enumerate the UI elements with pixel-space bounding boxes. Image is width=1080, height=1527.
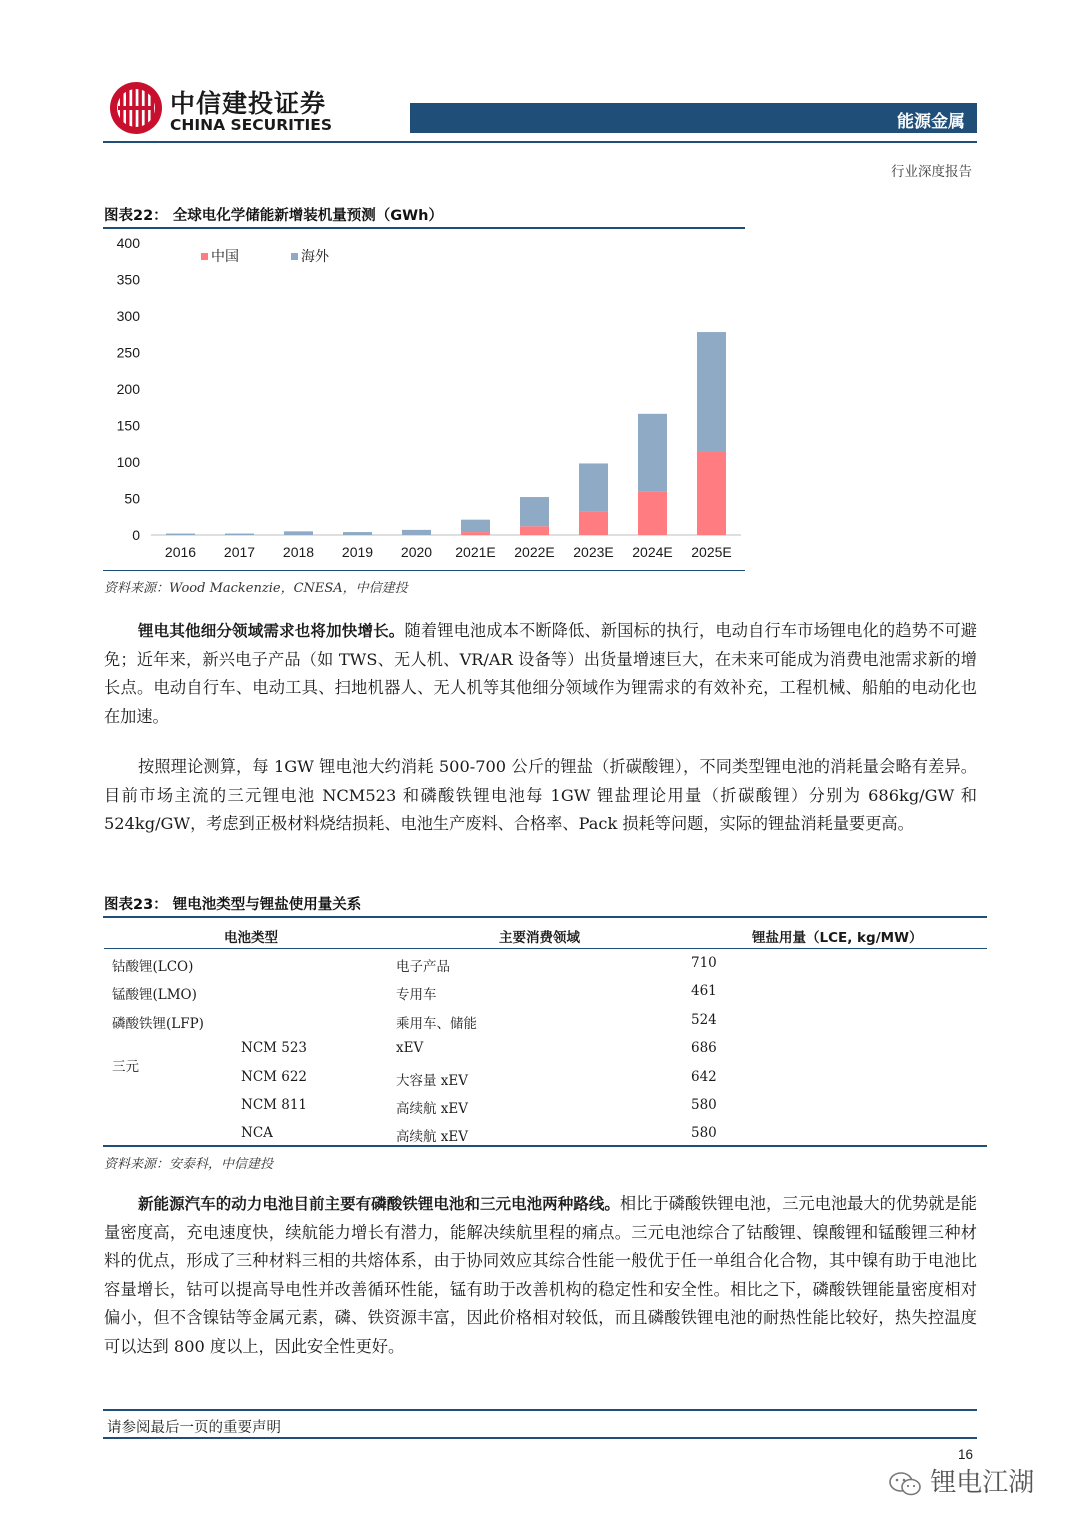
y-tick-label: 200 [116,381,140,397]
cell-lithium-usage: 461 [691,983,717,1000]
paragraph-1 [104,617,977,731]
legend-swatch [291,253,298,260]
cell-consumption-field: 乘用车、储能 [396,1015,477,1032]
table-body [104,949,987,1148]
legend-label: 海外 [301,248,329,264]
table-row [104,1034,987,1062]
header-divider [103,141,977,143]
bar-overseas [697,332,726,451]
x-tick-label: 2016 [164,544,197,560]
y-tick-label: 100 [116,454,140,470]
table-row [104,977,987,1005]
cell-consumption-field: 高续航 xEV [396,1100,469,1117]
cell-lithium-usage: 580 [691,1096,717,1113]
cell-consumption-field: 电子产品 [396,959,450,975]
figure22-source: 资料来源：Wood Mackenzie，CNESA，中信建投 [104,581,408,596]
figure22-title: 图表22： 全球电化学储能新增装机量预测（GWh） [104,208,443,224]
bar-overseas [343,532,372,535]
y-tick-label: 0 [132,527,140,543]
logo-english-name: CHINA SECURITIES [170,116,332,134]
y-tick-label: 350 [116,271,140,288]
cell-battery-type: 磷酸铁锂(LFP) [112,1015,204,1032]
stacked-bar-chart [103,232,745,572]
cell-chemistry: NCM 523 [241,1040,308,1057]
sector-label: 能源金属 [897,112,965,132]
cell-battery-type: 锰酸锂(LMO) [112,987,197,1004]
y-tick-label: 250 [116,344,140,361]
figure22-bottom-rule [103,570,745,571]
figure23-source: 资料来源：安泰科，中信建投 [104,1157,274,1172]
table-row [104,949,987,977]
footer-divider-bottom [103,1437,977,1439]
footer-divider-top [103,1409,977,1411]
figure23-bottom-rule [103,1145,987,1147]
bar-overseas [520,497,549,526]
paragraph-3-body: 相比于磷酸铁锂电池，三元电池最大的优势就是能量密度高，充电速度快，续航能力增长有潜力，能解决续航里程的痛点。三元电池综合了钴酸锂、镍酸锂和锰酸锂三种材料的优点，形成了三种材料三相的共熔体系，由于协同效应其综合性能一般优于任一单组合化合物，其中镍有助于电池比容量增长，钴可以提高导电性并改善循环性能，锰有助于改善机构的稳定性和安全性。相比之下，磷酸铁锂能量密度相对偏小，但不含镍钴等金属元素，磷、铁资源丰富，因此价格相对较低，而且磷酸铁锂电池的耐热性能比较好，热失控温度可以达到 800 度以上，因此安全性更好。 [104,1194,977,1356]
company-logo-icon [108,80,164,136]
report-type: 行业深度报告 [891,164,972,180]
bar-china [520,526,549,535]
table-header-row [104,918,987,949]
bar-overseas [579,463,608,511]
bar-china [697,451,726,535]
bar-overseas [402,530,431,535]
table-row [104,1058,987,1091]
legend-label: 中国 [211,248,239,264]
cell-consumption-field: xEV [396,1040,424,1057]
x-tick-label: 2017 [223,544,256,560]
battery-lithium-table [104,918,987,1148]
sector-banner [410,103,977,133]
figure23-title: 图表23： 锂电池类型与锂盐使用量关系 [104,897,362,913]
cell-battery-type: 三元 [112,1058,139,1075]
cell-chemistry: NCM 622 [241,1068,308,1085]
cell-chemistry: NCM 811 [241,1096,308,1113]
x-tick-label: 2020 [400,544,433,560]
header-consumption-field: 主要消费领域 [499,930,580,946]
watermark [888,1462,1034,1499]
x-tick-label: 2022E [514,544,555,560]
cell-lithium-usage: 710 [691,955,717,971]
cell-chemistry: NCA [241,1125,273,1142]
bar-china [638,491,667,535]
y-tick-label: 400 [116,235,140,251]
cell-lithium-usage: 642 [691,1068,717,1085]
legend-swatch [201,253,208,260]
paragraph-3 [104,1190,977,1362]
bar-china [461,532,490,535]
cell-consumption-field: 专用车 [396,987,437,1004]
y-tick-label: 300 [116,308,140,324]
x-tick-label: 2025E [691,544,732,560]
x-tick-label: 2023E [573,544,614,560]
header-battery-type: 电池类型 [224,930,278,946]
x-tick-label: 2021E [455,544,496,560]
disclaimer-note: 请参阅最后一页的重要声明 [107,1420,281,1436]
x-tick-label: 2018 [282,544,315,560]
header-lithium-usage: 锂盐用量（LCE, kg/MW） [752,930,923,946]
cell-lithium-usage: 580 [691,1125,717,1142]
cell-consumption-field: 高续航 xEV [396,1129,469,1146]
cell-lithium-usage: 686 [691,1040,717,1057]
logo-chinese-name: 中信建投证券 [170,89,327,118]
paragraph-1-lead: 锂电其他细分领域需求也将加快增长。 [138,622,405,640]
watermark-text: 锂电江湖 [930,1468,1035,1498]
bar-overseas [225,534,254,535]
cell-consumption-field: 大容量 xEV [396,1072,469,1089]
bar-overseas [461,520,490,532]
page-number: 16 [958,1447,974,1462]
paragraph-3-lead: 新能源汽车的动力电池目前主要有磷酸铁锂电池和三元电池两种路线。 [138,1195,620,1213]
y-tick-label: 150 [116,417,140,434]
wechat-icon [888,1470,922,1498]
paragraph-2: 按照理论测算，每 1GW 锂电池大约消耗 500-700 公斤的锂盐（折碳酸锂），不同类型锂电池的消耗量会略有差异。目前市场主流的三元锂电池 NCM523 和磷酸铁锂电池每 1GW 锂盐理论用量（折碳酸锂）分别为 686kg/GW 和 524kg/GW，考虑到正极材料烧结损耗、电池生产废料、合格率、Pack 损耗等问题，实际的锂盐消耗量要更高。 [104,757,977,834]
paragraph-1-body: 随着锂电池成本不断降低、新国标的执行，电动自行车市场锂电化的趋势不可避免；近年来，新兴电子产品（如 TWS、无人机、VR/AR 设备等）出货量增速巨大，在未来可能成为消费电池需求新的增长点。电动自行车、电动工具、扫地机器人、无人机等其他细分领域作为锂需求的有效补充，工程机械、船舶的电动化也在加速。 [104,621,977,726]
table-row [104,1091,987,1119]
x-tick-label: 2019 [341,544,374,560]
figure22-top-rule [103,227,745,229]
cell-lithium-usage: 524 [691,1011,717,1028]
table-row [104,1119,987,1147]
table-row [104,1006,987,1034]
cell-battery-type: 钴酸锂(LCO) [112,959,194,975]
bar-overseas [284,531,313,535]
bar-overseas [638,414,667,491]
y-tick-label: 50 [124,490,140,507]
bar-china [579,512,608,535]
x-tick-label: 2024E [632,544,673,560]
bar-overseas [166,534,195,535]
